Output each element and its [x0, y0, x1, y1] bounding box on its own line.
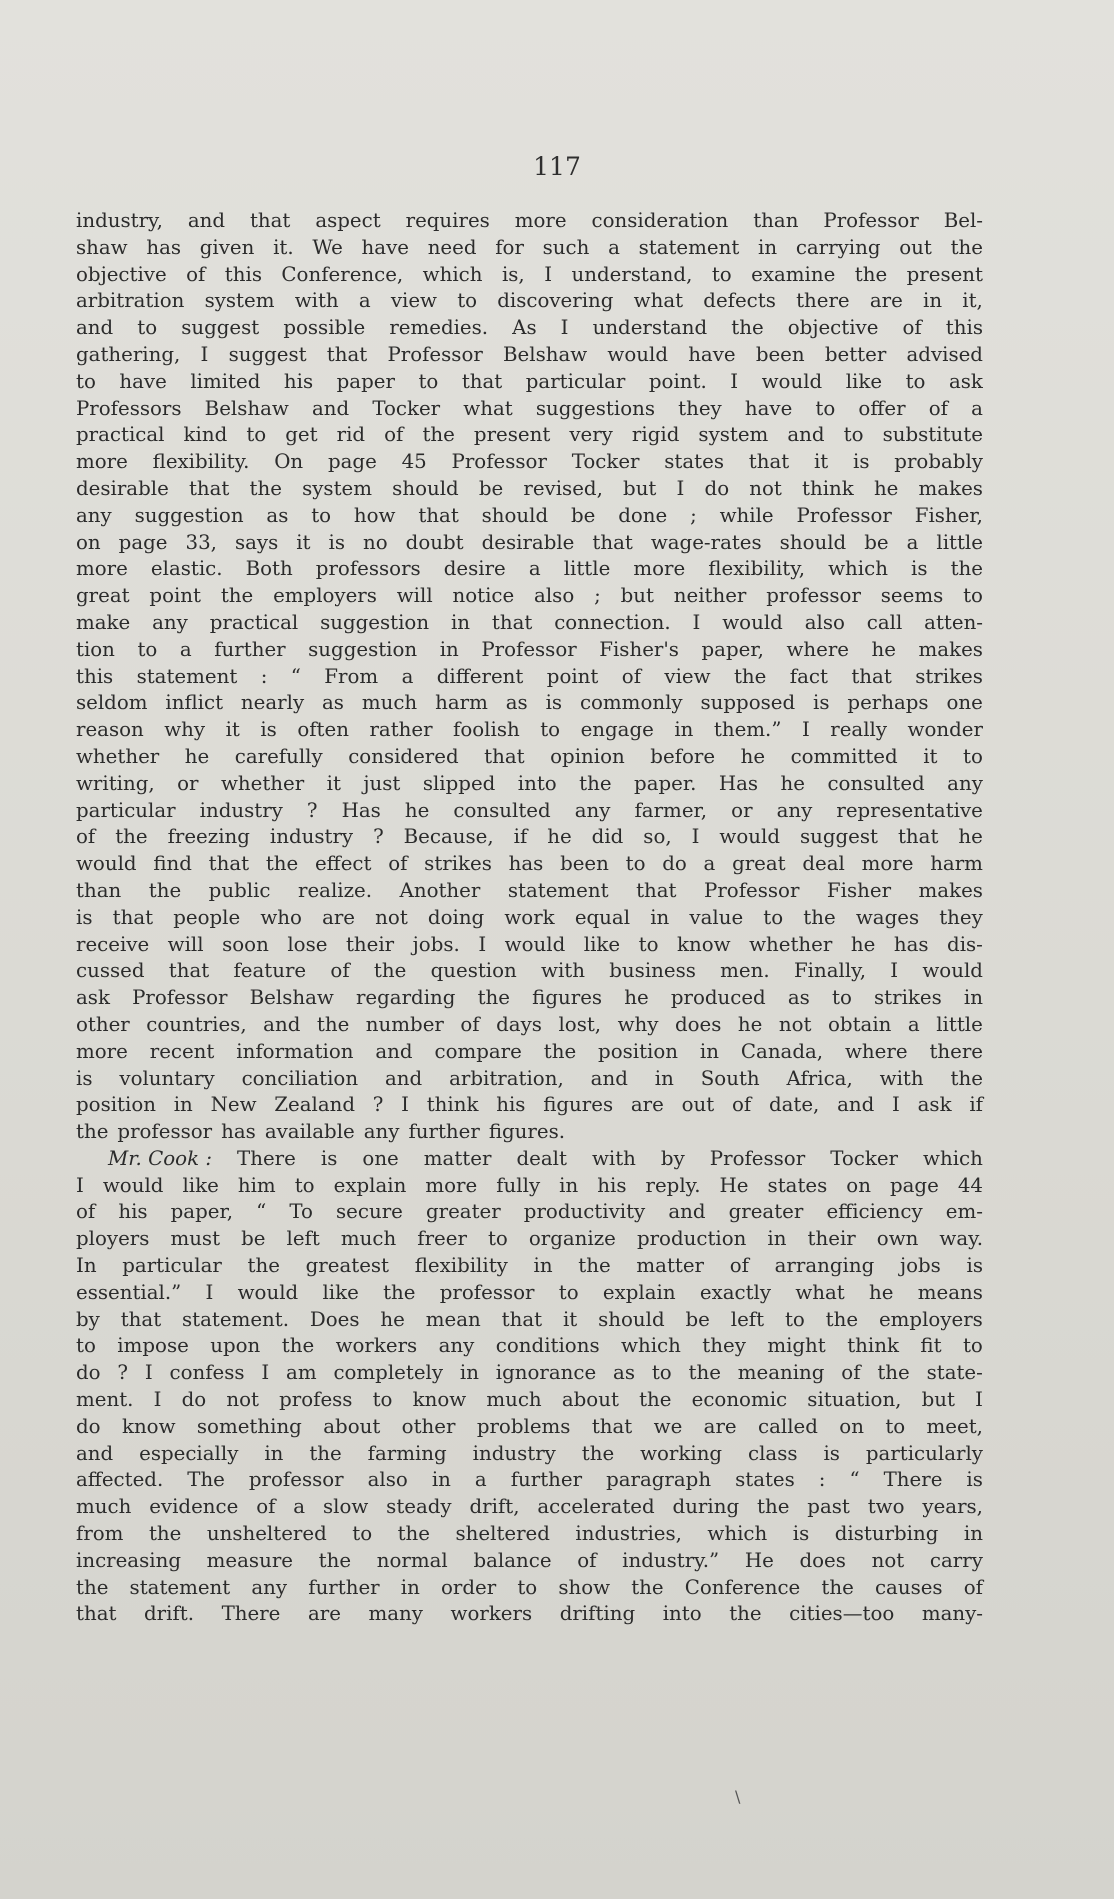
body-text — [76, 208, 983, 1628]
stray-mark: \ — [735, 1787, 741, 1806]
text-line: shaw has given it. We have need for such a statement in carrying out the — [76, 235, 983, 259]
text-line: to have limited his paper to that particular point. I would like to ask — [76, 369, 983, 393]
text-line: tion to a further suggestion in Professor Fisher's paper, where he makes — [76, 637, 983, 661]
text-line: of the freezing industry ? Because, if he did so, I would suggest that he — [76, 825, 983, 849]
text-line: increasing measure the normal balance of industry.” He does not carry — [76, 1548, 983, 1572]
text-line: much evidence of a slow steady drift, accelerated during the past two years, — [76, 1495, 983, 1519]
text-line: receive will soon lose their jobs. I would like to know whether he has dis- — [76, 932, 983, 956]
text-line: desirable that the system should be revised, but I do not think he makes — [76, 476, 983, 500]
text-line: than the public realize. Another statement that Professor Fisher makes — [76, 878, 983, 902]
text-line: affected. The professor also in a further paragraph states : “ There is — [76, 1468, 983, 1492]
text-line: reason why it is often rather foolish to engage in them.” I really wonder — [76, 718, 983, 742]
text-line: that drift. There are many workers drifting into the cities—too many- — [76, 1602, 983, 1626]
text-line: ask Professor Belshaw regarding the figures he produced as to strikes in — [76, 986, 983, 1010]
text-line: ment. I do not profess to know much about the economic situation, but I — [76, 1388, 983, 1412]
text-line: gathering, I suggest that Professor Belshaw would have been better advised — [76, 342, 983, 366]
text-line: objective of this Conference, which is, I understand, to examine the present — [76, 262, 983, 286]
text-line: particular industry ? Has he consulted any farmer, or any representative — [76, 798, 983, 822]
text-line: more recent information and compare the position in Canada, where there — [76, 1039, 983, 1063]
text-line: position in New Zealand ? I think his figures are out of date, and I ask if — [76, 1093, 983, 1117]
text-line: Professors Belshaw and Tocker what suggestions they have to offer of a — [76, 396, 983, 420]
text-line: seldom inflict nearly as much harm as is commonly supposed is perhaps one — [76, 691, 983, 715]
text-line: of his paper, “ To secure greater productivity and greater efficiency em- — [76, 1200, 983, 1224]
speaker-name: Mr. Cook : — [108, 1146, 213, 1170]
text-line: and especially in the farming industry the working class is particularly — [76, 1441, 983, 1465]
text-line: from the unsheltered to the sheltered industries, which is disturbing in — [76, 1522, 983, 1546]
page-number: 117 — [533, 152, 581, 181]
text-line: I would like him to explain more fully in his reply. He states on page 44 — [76, 1173, 983, 1197]
text-line: do know something about other problems that we are called on to meet, — [76, 1414, 983, 1438]
text-line: cussed that feature of the question with business men. Finally, I would — [76, 959, 983, 983]
text-line: on page 33, says it is no doubt desirable that wage-rates should be a little — [76, 530, 983, 554]
text-line: make any practical suggestion in that connection. I would also call atten- — [76, 610, 983, 634]
text-line: In particular the greatest flexibility in the matter of arranging jobs is — [76, 1254, 983, 1278]
text-line: Mr. Cook : There is one matter dealt with by Professor Tocker which — [76, 1146, 983, 1173]
text-line: more flexibility. On page 45 Professor Tocker states that it is probably — [76, 450, 983, 474]
text-line: whether he carefully considered that opinion before he committed it to — [76, 744, 983, 768]
text-line: is voluntary conciliation and arbitration, and in South Africa, with the — [76, 1066, 983, 1090]
text-line: the professor has available any further figures. — [76, 1120, 566, 1144]
text-line: this statement : “ From a different point of view the fact that strikes — [76, 664, 983, 688]
text-line: writing, or whether it just slipped into the paper. Has he consulted any — [76, 771, 983, 795]
text-line: the statement any further in order to show the Conference the causes of — [76, 1575, 983, 1599]
text-line: ployers must be left much freer to organize production in their own way. — [76, 1227, 983, 1251]
text-line: industry, and that aspect requires more consideration than Professor Bel- — [76, 209, 983, 232]
text-line: arbitration system with a view to discovering what defects there are in it, — [76, 289, 983, 313]
text-line: by that statement. Does he mean that it should be left to the employers — [76, 1307, 983, 1331]
text-line: to impose upon the workers any conditions which they might think fit to — [76, 1334, 983, 1358]
text-line: essential.” I would like the professor to explain exactly what he means — [76, 1280, 983, 1304]
text-line: any suggestion as to how that should be done ; while Professor Fisher, — [76, 503, 983, 527]
text-line: and to suggest possible remedies. As I understand the objective of this — [76, 316, 983, 340]
text-line: more elastic. Both professors desire a little more flexibility, which is the — [76, 557, 983, 581]
text-line: practical kind to get rid of the present very rigid system and to substitute — [76, 423, 983, 447]
text-line: other countries, and the number of days lost, why does he not obtain a little — [76, 1012, 983, 1036]
text-line: do ? I confess I am completely in ignorance as to the meaning of the state- — [76, 1361, 983, 1385]
text-line: would find that the effect of strikes has been to do a great deal more harm — [76, 852, 983, 876]
text-line: great point the employers will notice also ; but neither professor seems to — [76, 584, 983, 608]
text-line: is that people who are not doing work equal in value to the wages they — [76, 905, 983, 929]
